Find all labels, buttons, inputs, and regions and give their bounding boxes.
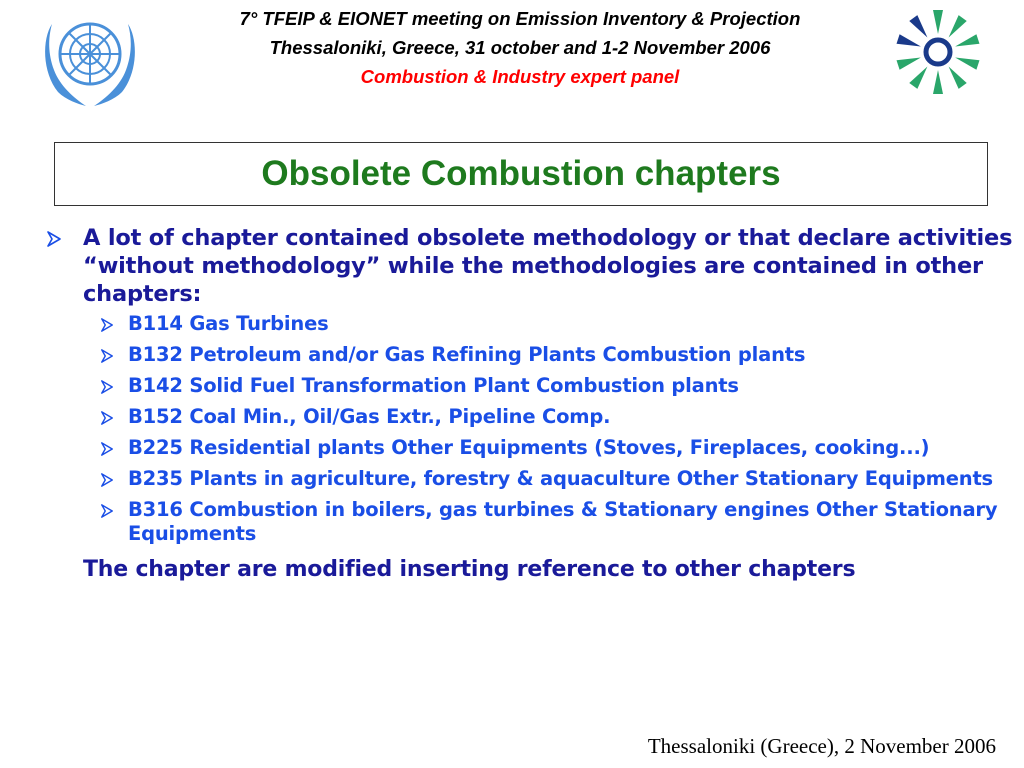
list-item-text: B316 Combustion in boilers, gas turbines & Stationary engines Other Stationary Equipments xyxy=(128,498,998,545)
arrow-bullet-icon xyxy=(46,231,62,247)
header-text xyxy=(160,4,880,91)
slide-title: Obsolete Combustion chapters xyxy=(261,154,781,193)
slide-content xyxy=(40,224,1020,584)
list-item xyxy=(94,374,1020,398)
list-item xyxy=(94,312,1020,336)
un-emblem-icon xyxy=(30,4,150,114)
arrow-bullet-icon xyxy=(100,504,114,518)
list-item-text: B142 Solid Fuel Transformation Plant Combustion plants xyxy=(128,374,739,397)
list-item-text: B152 Coal Min., Oil/Gas Extr., Pipeline Comp. xyxy=(128,405,611,428)
arrow-bullet-icon xyxy=(100,318,114,332)
slide-title-box xyxy=(54,142,988,206)
arrow-bullet-icon xyxy=(100,349,114,363)
closing-statement: The chapter are modified inserting reference to other chapters xyxy=(83,557,856,582)
panel-name: Combustion & Industry expert panel xyxy=(360,66,680,87)
arrow-bullet-icon xyxy=(100,442,114,456)
meeting-location-date: Thessaloniki, Greece, 31 october and 1-2 November 2006 xyxy=(269,37,771,58)
list-item-text: B235 Plants in agriculture, forestry & aquaculture Other Stationary Equipments xyxy=(128,467,993,490)
arrow-bullet-icon xyxy=(100,411,114,425)
list-item-text: B114 Gas Turbines xyxy=(128,312,329,335)
list-item xyxy=(94,343,1020,367)
slide-header xyxy=(0,0,1024,100)
slide-footer: Thessaloniki (Greece), 2 November 2006 xyxy=(647,734,996,758)
list-item xyxy=(94,405,1020,429)
main-bullet-text: A lot of chapter contained obsolete methodology or that declare activities “without methodology” while the methodologies are contained in other chapters: xyxy=(83,225,1013,307)
list-item-text: B132 Petroleum and/or Gas Refining Plants Combustion plants xyxy=(128,343,806,366)
sub-bullet-list xyxy=(40,312,1020,546)
main-bullet xyxy=(40,224,1020,308)
meeting-title: 7° TFEIP & EIONET meeting on Emission Inventory & Projection xyxy=(239,8,801,29)
arrow-bullet-icon xyxy=(100,380,114,394)
arrow-bullet-icon xyxy=(100,473,114,487)
list-item xyxy=(94,467,1020,491)
eea-logo-icon xyxy=(888,4,988,100)
list-item xyxy=(94,436,1020,460)
list-item xyxy=(94,498,1020,546)
list-item-text: B225 Residential plants Other Equipments (Stoves, Fireplaces, cooking...) xyxy=(128,436,930,459)
